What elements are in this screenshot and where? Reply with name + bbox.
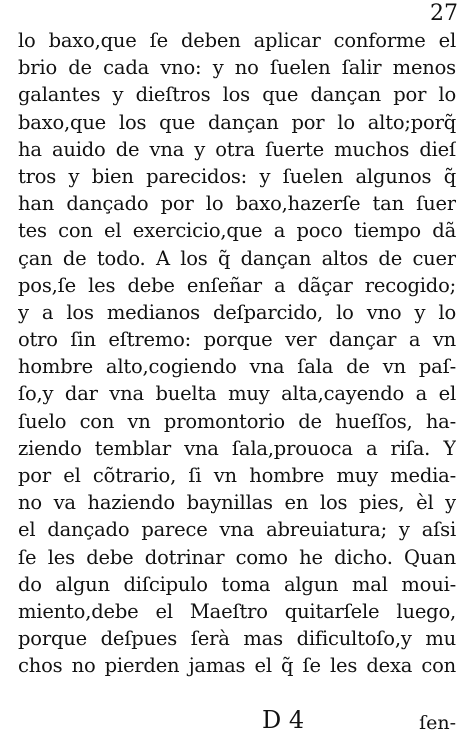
text-line: ſuelo con vn promontorio de hueſſos, ha- xyxy=(18,409,456,433)
page-number: 27 xyxy=(430,1,458,26)
text-line: galantes y dieſtros los que dançan por lo xyxy=(18,83,456,107)
text-line: tes con el exercicio,que a poco tiempo dã xyxy=(18,219,456,243)
text-line: y a los medianos deſparcido, lo vno y lo xyxy=(18,300,456,324)
text-line: el dançado parece vna abreuiatura; y aſsi xyxy=(18,518,456,542)
text-line: ſe les debe dotrinar como he dicho. Quan xyxy=(18,545,456,569)
text-line: ziendo temblar vna ſala,prouoca a riſa. Y xyxy=(18,436,456,460)
text-line: hombre alto,cogiendo vna ſala de vn paſ- xyxy=(18,355,456,379)
text-line: do algun diſcipulo toma algun mal moui- xyxy=(18,572,456,596)
text-line: por el cõtrario, ſi vn hombre muy media- xyxy=(18,464,456,487)
text-line: han dançado por lo baxo,hazerſe tan ſuer xyxy=(18,192,456,216)
text-line: ha auido de vna y otra ſuerte muchos dieſ xyxy=(18,137,456,161)
text-line: tros y bien parecidos: y ſuelen algunos q̃ xyxy=(18,164,456,188)
signature-mark: D 4 xyxy=(262,706,305,734)
text-line: otro ſin eſtremo: porque ver dançar a vn xyxy=(18,328,456,352)
text-line: pos,ſe les debe enſeñar a dãçar recogido; xyxy=(18,273,456,297)
text-line: no va haziendo baynillas en los pies, èl y xyxy=(18,491,456,515)
text-line: brio de cada vno: y no ſuelen ſalir menos xyxy=(18,56,456,80)
text-line: ſo,y dar vna buelta muy alta,cayendo a el xyxy=(18,382,456,406)
text-line: chos no pierden jamas el q̃ ſe les dexa con xyxy=(18,654,456,678)
text-line: porque deſpues ſerà mas dificultoſo,y mu xyxy=(18,627,456,651)
text-line: baxo,que los que dançan por lo alto;porq̃ xyxy=(18,110,456,134)
body-text xyxy=(18,27,456,680)
text-line: lo baxo,que ſe deben aplicar conforme el xyxy=(18,29,456,52)
text-line: çan de todo. A los q̃ dançan altos de cuer xyxy=(18,246,456,270)
catchword: ſen- xyxy=(419,712,456,734)
text-line: miento,debe el Maeſtro quitarſele luego, xyxy=(18,599,456,623)
